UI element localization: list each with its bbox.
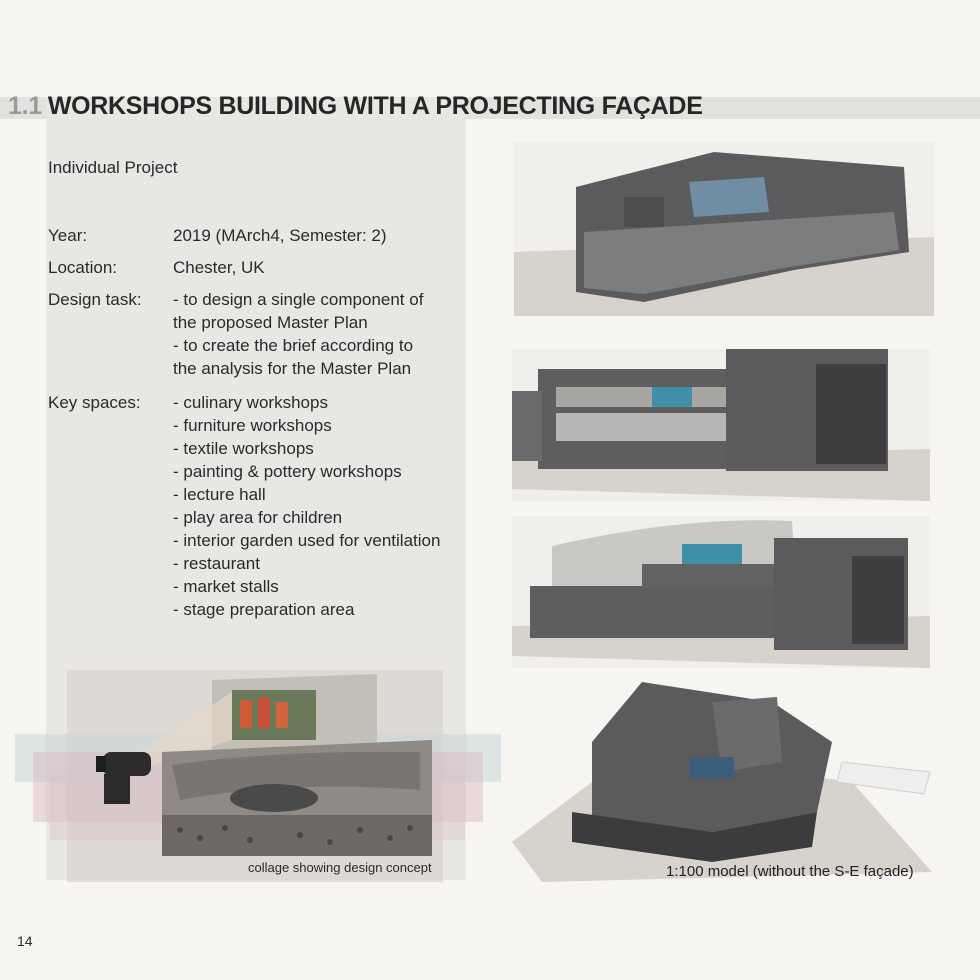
model-photo-aerial-view xyxy=(512,682,932,882)
list-item: - play area for children xyxy=(173,508,343,527)
list-item: - culinary workshops xyxy=(173,393,328,412)
list-item: - restaurant xyxy=(173,554,260,573)
location-label: Location: xyxy=(48,258,117,277)
key-spaces-list xyxy=(173,391,473,621)
model-caption: 1:100 model (without the S-E façade) xyxy=(666,863,914,880)
design-task-line: the analysis for the Master Plan xyxy=(173,359,412,378)
model-photo-elevation-view xyxy=(512,349,930,501)
list-item: - lecture hall xyxy=(173,485,266,504)
collage-caption: collage showing design concept xyxy=(248,860,432,875)
design-task-line: - to create the brief according to xyxy=(173,336,414,355)
design-task-line: the proposed Master Plan xyxy=(173,313,368,332)
design-task-value xyxy=(173,288,473,380)
page-title xyxy=(8,92,703,121)
section-title: WORKSHOPS BUILDING WITH A PROJECTING FAÇADE xyxy=(47,92,703,120)
list-item: - painting & pottery workshops xyxy=(173,462,402,481)
year-value: 2019 (MArch4, Semester: 2) xyxy=(173,226,387,245)
model-photo-perspective-view xyxy=(512,516,930,668)
list-item: - stage preparation area xyxy=(173,600,355,619)
design-task-label: Design task: xyxy=(48,290,142,309)
page-number: 14 xyxy=(17,933,33,949)
concept-collage-image xyxy=(0,670,520,890)
key-spaces-label: Key spaces: xyxy=(48,393,141,412)
model-photo-top-view xyxy=(514,142,934,316)
list-item: - furniture workshops xyxy=(173,416,332,435)
location-value: Chester, UK xyxy=(173,258,265,277)
list-item: - interior garden used for ventilation xyxy=(173,531,441,550)
section-number: 1.1 xyxy=(8,92,42,120)
design-task-line: - to design a single component of xyxy=(173,290,424,309)
project-type: Individual Project xyxy=(48,158,178,177)
year-label: Year: xyxy=(48,226,88,245)
list-item: - market stalls xyxy=(173,577,279,596)
list-item: - textile workshops xyxy=(173,439,314,458)
